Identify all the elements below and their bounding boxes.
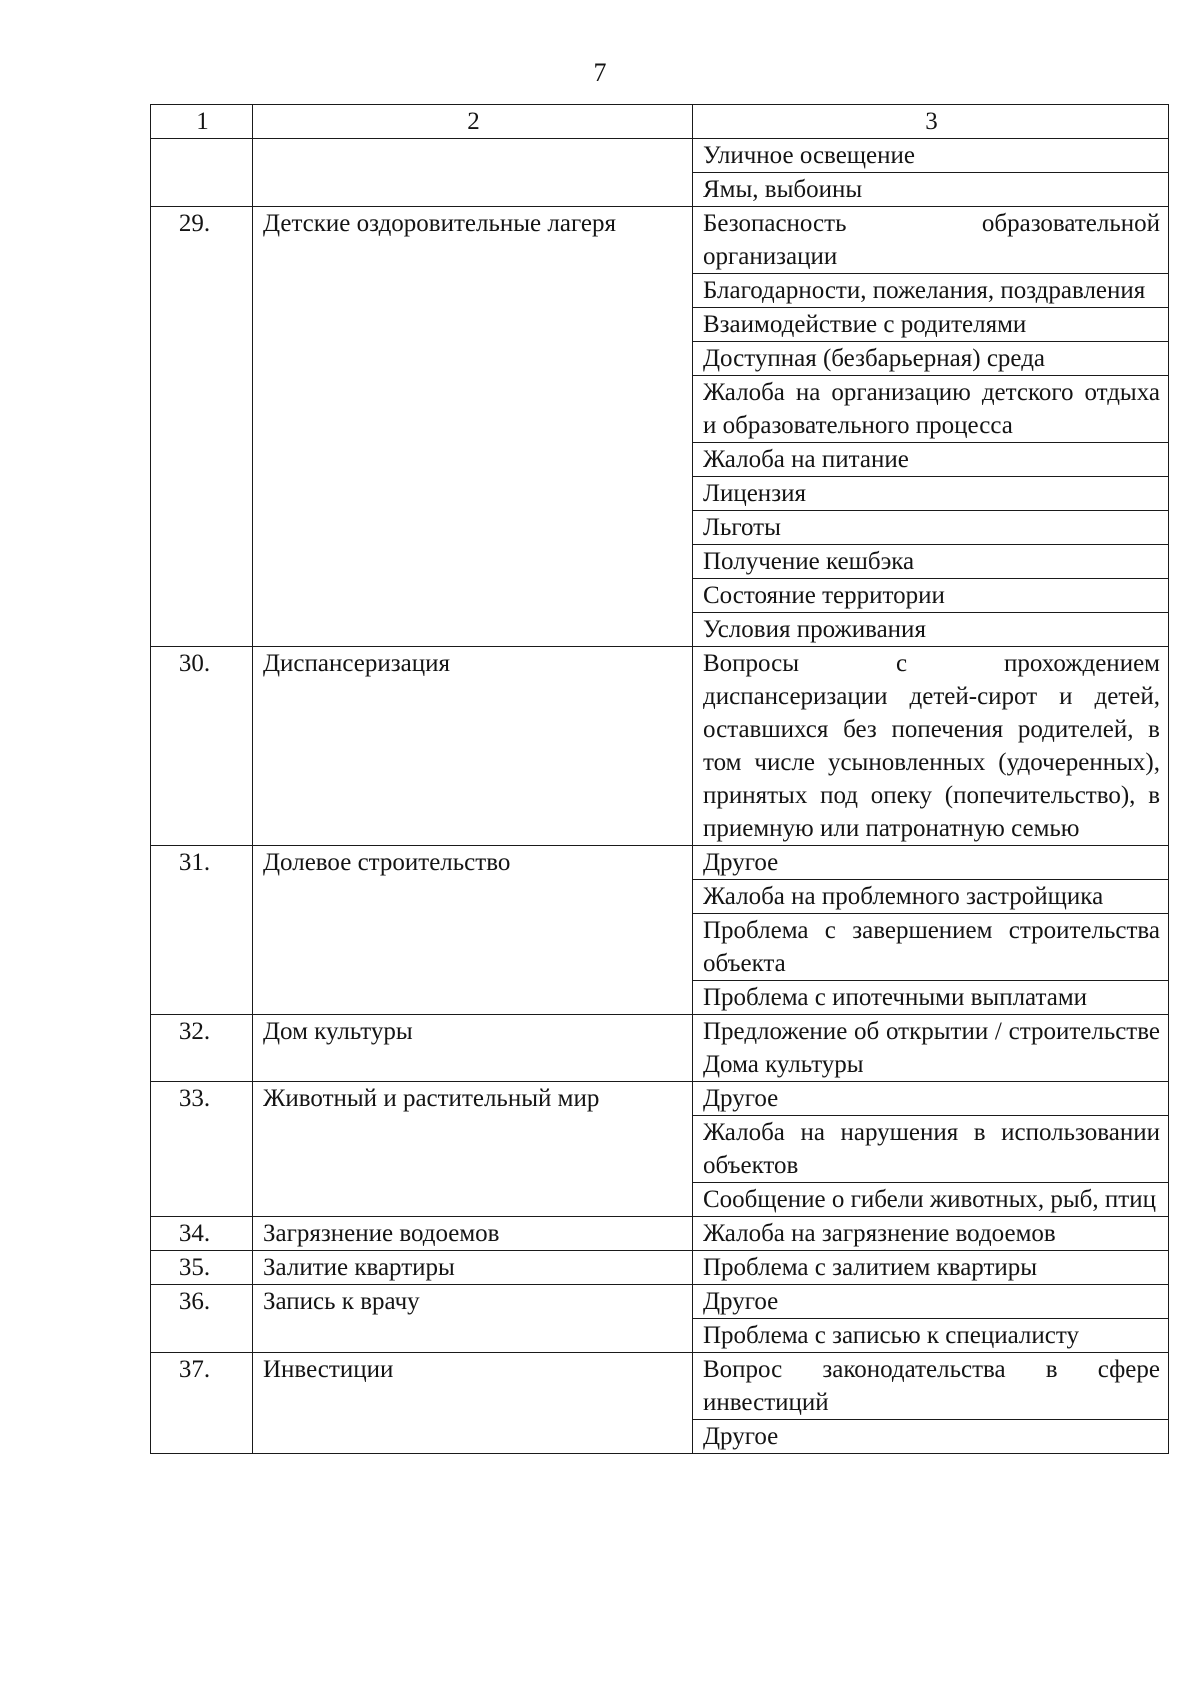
subtopic-cell: Благодарности, пожелания, поздравления <box>693 274 1169 308</box>
table-row <box>151 1217 1169 1251</box>
topic-cell: Животный и растительный мир <box>253 1082 693 1217</box>
topic-cell: Инвестиции <box>253 1353 693 1454</box>
subtopic-cell: Вопросы с прохождением диспансеризации детей-сирот и детей, оставшихся без попечения родителей, в том числе усыновленных (удочеренных), принятых под опеку (попечительство), в приемную или патронатную семью <box>693 647 1169 846</box>
subtopic-cell: Состояние территории <box>693 579 1169 613</box>
row-number-cell: 29. <box>151 207 253 647</box>
subtopic-cell: Другое <box>693 1285 1169 1319</box>
subtopic-cell: Льготы <box>693 511 1169 545</box>
subtopic-cell: Жалоба на организацию детского отдыха и образовательного процесса <box>693 376 1169 443</box>
subtopic-cell: Другое <box>693 1420 1169 1454</box>
classifier-table <box>150 104 1169 1454</box>
table-row <box>151 1353 1169 1420</box>
topic-cell: Диспансеризация <box>253 647 693 846</box>
header-cell-2: 2 <box>253 105 693 139</box>
topic-cell: Залитие квартиры <box>253 1251 693 1285</box>
topic-cell: Детские оздоровительные лагеря <box>253 207 693 647</box>
empty-topic-cell <box>253 139 693 207</box>
row-number-cell: 34. <box>151 1217 253 1251</box>
table-row <box>151 647 1169 846</box>
table-row <box>151 1082 1169 1116</box>
subtopic-cell: Проблема с залитием квартиры <box>693 1251 1169 1285</box>
subtopic-cell: Лицензия <box>693 477 1169 511</box>
row-number-cell: 33. <box>151 1082 253 1217</box>
subtopic-cell: Ямы, выбоины <box>693 173 1169 207</box>
subtopic-cell: Условия проживания <box>693 613 1169 647</box>
subtopic-cell: Уличное освещение <box>693 139 1169 173</box>
subtopic-cell: Взаимодействие с родителями <box>693 308 1169 342</box>
row-number-cell: 37. <box>151 1353 253 1454</box>
subtopic-cell: Сообщение о гибели животных, рыб, птиц <box>693 1183 1169 1217</box>
subtopic-cell: Проблема с записью к специалисту <box>693 1319 1169 1353</box>
subtopic-cell: Проблема с завершением строительства объекта <box>693 914 1169 981</box>
row-number-cell: 32. <box>151 1015 253 1082</box>
subtopic-cell: Безопасность образовательной организации <box>693 207 1169 274</box>
table-row <box>151 139 1169 173</box>
table-row <box>151 1285 1169 1319</box>
subtopic-cell: Вопрос законодательства в сфере инвестиций <box>693 1353 1169 1420</box>
empty-num-cell <box>151 139 253 207</box>
row-number-cell: 36. <box>151 1285 253 1353</box>
subtopic-cell: Получение кешбэка <box>693 545 1169 579</box>
topic-cell: Долевое строительство <box>253 846 693 1015</box>
header-cell-3: 3 <box>693 105 1169 139</box>
subtopic-cell: Проблема с ипотечными выплатами <box>693 981 1169 1015</box>
topic-cell: Запись к врачу <box>253 1285 693 1353</box>
topic-cell: Дом культуры <box>253 1015 693 1082</box>
row-number-cell: 30. <box>151 647 253 846</box>
subtopic-cell: Жалоба на питание <box>693 443 1169 477</box>
subtopic-cell: Другое <box>693 846 1169 880</box>
row-number-cell: 31. <box>151 846 253 1015</box>
subtopic-cell: Доступная (безбарьерная) среда <box>693 342 1169 376</box>
topic-cell: Загрязнение водоемов <box>253 1217 693 1251</box>
table-header-row <box>151 105 1169 139</box>
subtopic-cell: Предложение об открытии / строительстве Дома культуры <box>693 1015 1169 1082</box>
table-row <box>151 1015 1169 1082</box>
table-row <box>151 207 1169 274</box>
table-body <box>151 105 1169 1454</box>
subtopic-cell: Жалоба на нарушения в использовании объектов <box>693 1116 1169 1183</box>
page-number: 7 <box>593 58 607 87</box>
header-cell-1: 1 <box>151 105 253 139</box>
subtopic-cell: Другое <box>693 1082 1169 1116</box>
table-row <box>151 1251 1169 1285</box>
subtopic-cell: Жалоба на загрязнение водоемов <box>693 1217 1169 1251</box>
row-number-cell: 35. <box>151 1251 253 1285</box>
table-row <box>151 846 1169 880</box>
subtopic-cell: Жалоба на проблемного застройщика <box>693 880 1169 914</box>
